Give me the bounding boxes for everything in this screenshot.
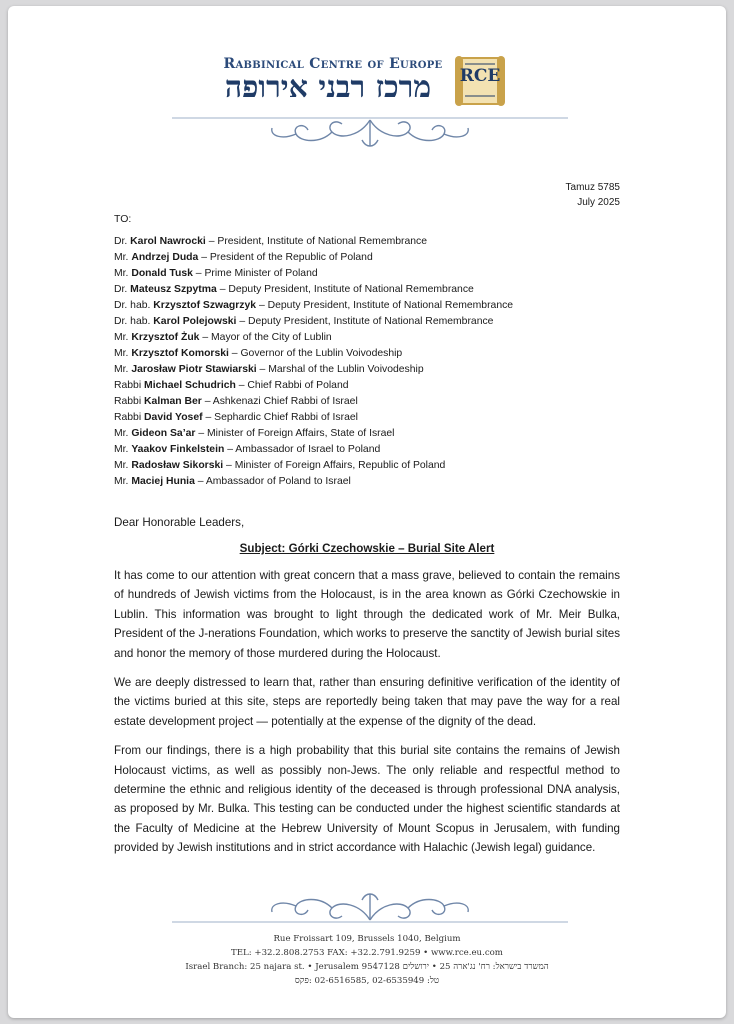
recipient-item: Dr. hab. Krzysztof Szwagrzyk – Deputy President, Institute of National Remembrance <box>114 300 514 311</box>
footer-ornament-icon <box>172 886 568 930</box>
recipient-item: Mr. Donald Tusk – Prime Minister of Poland <box>114 268 318 279</box>
recipient-item: Mr. Yaakov Finkelstein – Ambassador of Israel to Poland <box>114 444 381 455</box>
letterhead <box>8 6 726 156</box>
recipient-item: Mr. Andrzej Duda – President of the Republic of Poland <box>114 252 373 263</box>
recipient-item: Dr. Karol Nawrocki – President, Institute of National Remembrance <box>114 236 428 247</box>
recipient-item: Mr. Gideon Sa’ar – Minister of Foreign Affairs, State of Israel <box>114 428 395 439</box>
to-label: TO: <box>114 213 132 225</box>
recipient-item: Mr. Maciej Hunia – Ambassador of Poland to Israel <box>114 476 351 487</box>
header-ornament-icon <box>172 110 568 154</box>
body-paragraph: It has come to our attention with great concern that a mass grave, believed to contain the remains of hundreds of Jewish victims from the Holocaust, is in the area known as Górki Czechowskie in Lublin. This information was brought to light through the dedicated work of Mr. Meir Bulka, President of the J-nerations Foundation, which works to preserve the sanctity of Jewish burial sites and honor the memory of those murdered during the Holocaust. <box>114 569 620 660</box>
hebrew-date: Tamuz 5785 <box>565 182 620 193</box>
letter-footer <box>8 932 726 988</box>
letter-body <box>114 566 620 868</box>
footer-address: Rue Froissart 109, Brussels 1040, Belgium <box>273 934 461 944</box>
subject-line: Subject: Górki Czechowskie – Burial Site Alert <box>239 542 495 555</box>
recipient-item: Rabbi David Yosef – Sephardic Chief Rabbi of Israel <box>114 412 358 423</box>
recipient-item: Dr. Mateusz Szpytma – Deputy President, Institute of National Remembrance <box>114 284 474 295</box>
recipient-item: Mr. Jarosław Piotr Stawiarski – Marshal of the Lublin Voivodeship <box>114 364 424 375</box>
scroll-logo-icon <box>451 52 509 110</box>
salutation: Dear Honorable Leaders, <box>114 516 245 529</box>
letter-date <box>566 180 620 210</box>
footer-contacts: TEL: +32.2.808.2753 FAX: +32.2.791.9259 • www.rce.eu.com <box>231 948 503 958</box>
body-paragraph: We are deeply distressed to learn that, rather than ensuring definitive verification of the identity of the victims buried at this site, steps are reportedly being taken that may pave the way for a real estate development project — potentially at the expense of the dignity of the dead. <box>114 676 620 728</box>
recipient-item: Rabbi Kalman Ber – Ashkenazi Chief Rabbi of Israel <box>114 396 358 407</box>
org-name: Rabbinical Centre of Europe <box>223 56 443 72</box>
recipient-item: Dr. hab. Karol Polejowski – Deputy President, Institute of National Remembrance <box>114 316 494 327</box>
org-name-hebrew: מרכז רבני אירופה <box>224 70 432 105</box>
gregorian-date: July 2025 <box>577 197 620 208</box>
recipient-item: Mr. Radosław Sikorski – Minister of Foreign Affairs, Republic of Poland <box>114 460 446 471</box>
recipient-item: Rabbi Michael Schudrich – Chief Rabbi of Poland <box>114 380 349 391</box>
footer-israel-branch: Israel Branch: 25 najara st. • Jerusalem 9547128 המשרד בישראל: רח' נג'ארה 25 • ירושלים <box>185 962 549 972</box>
logo-text: RCE <box>459 66 501 86</box>
footer-israel-phones: טל: 02-6535949 ,02-6516585 :פקס <box>294 976 440 986</box>
body-paragraph: From our findings, there is a high probability that this burial site contains the remains of Jewish Holocaust victims, as well as possibly non-Jews. The only reliable and respectful method to determine the ethnic and religious identity of the deceased is through professional DNA analysis, as proposed by Mr. Bulka. This testing can be conducted under the highest scientific standards at the Faculty of Medicine at the Hebrew University of Mount Scopus in Jerusalem, with funding provided by Jewish institutions and in strict accordance with Halachic (Jewish legal) guidance. <box>114 744 620 855</box>
recipient-item: Mr. Krzysztof Żuk – Mayor of the City of Lublin <box>114 332 332 343</box>
letter-page <box>8 6 726 1018</box>
recipient-item: Mr. Krzysztof Komorski – Governor of the Lublin Voivodeship <box>114 348 403 359</box>
recipients-list <box>114 234 513 490</box>
